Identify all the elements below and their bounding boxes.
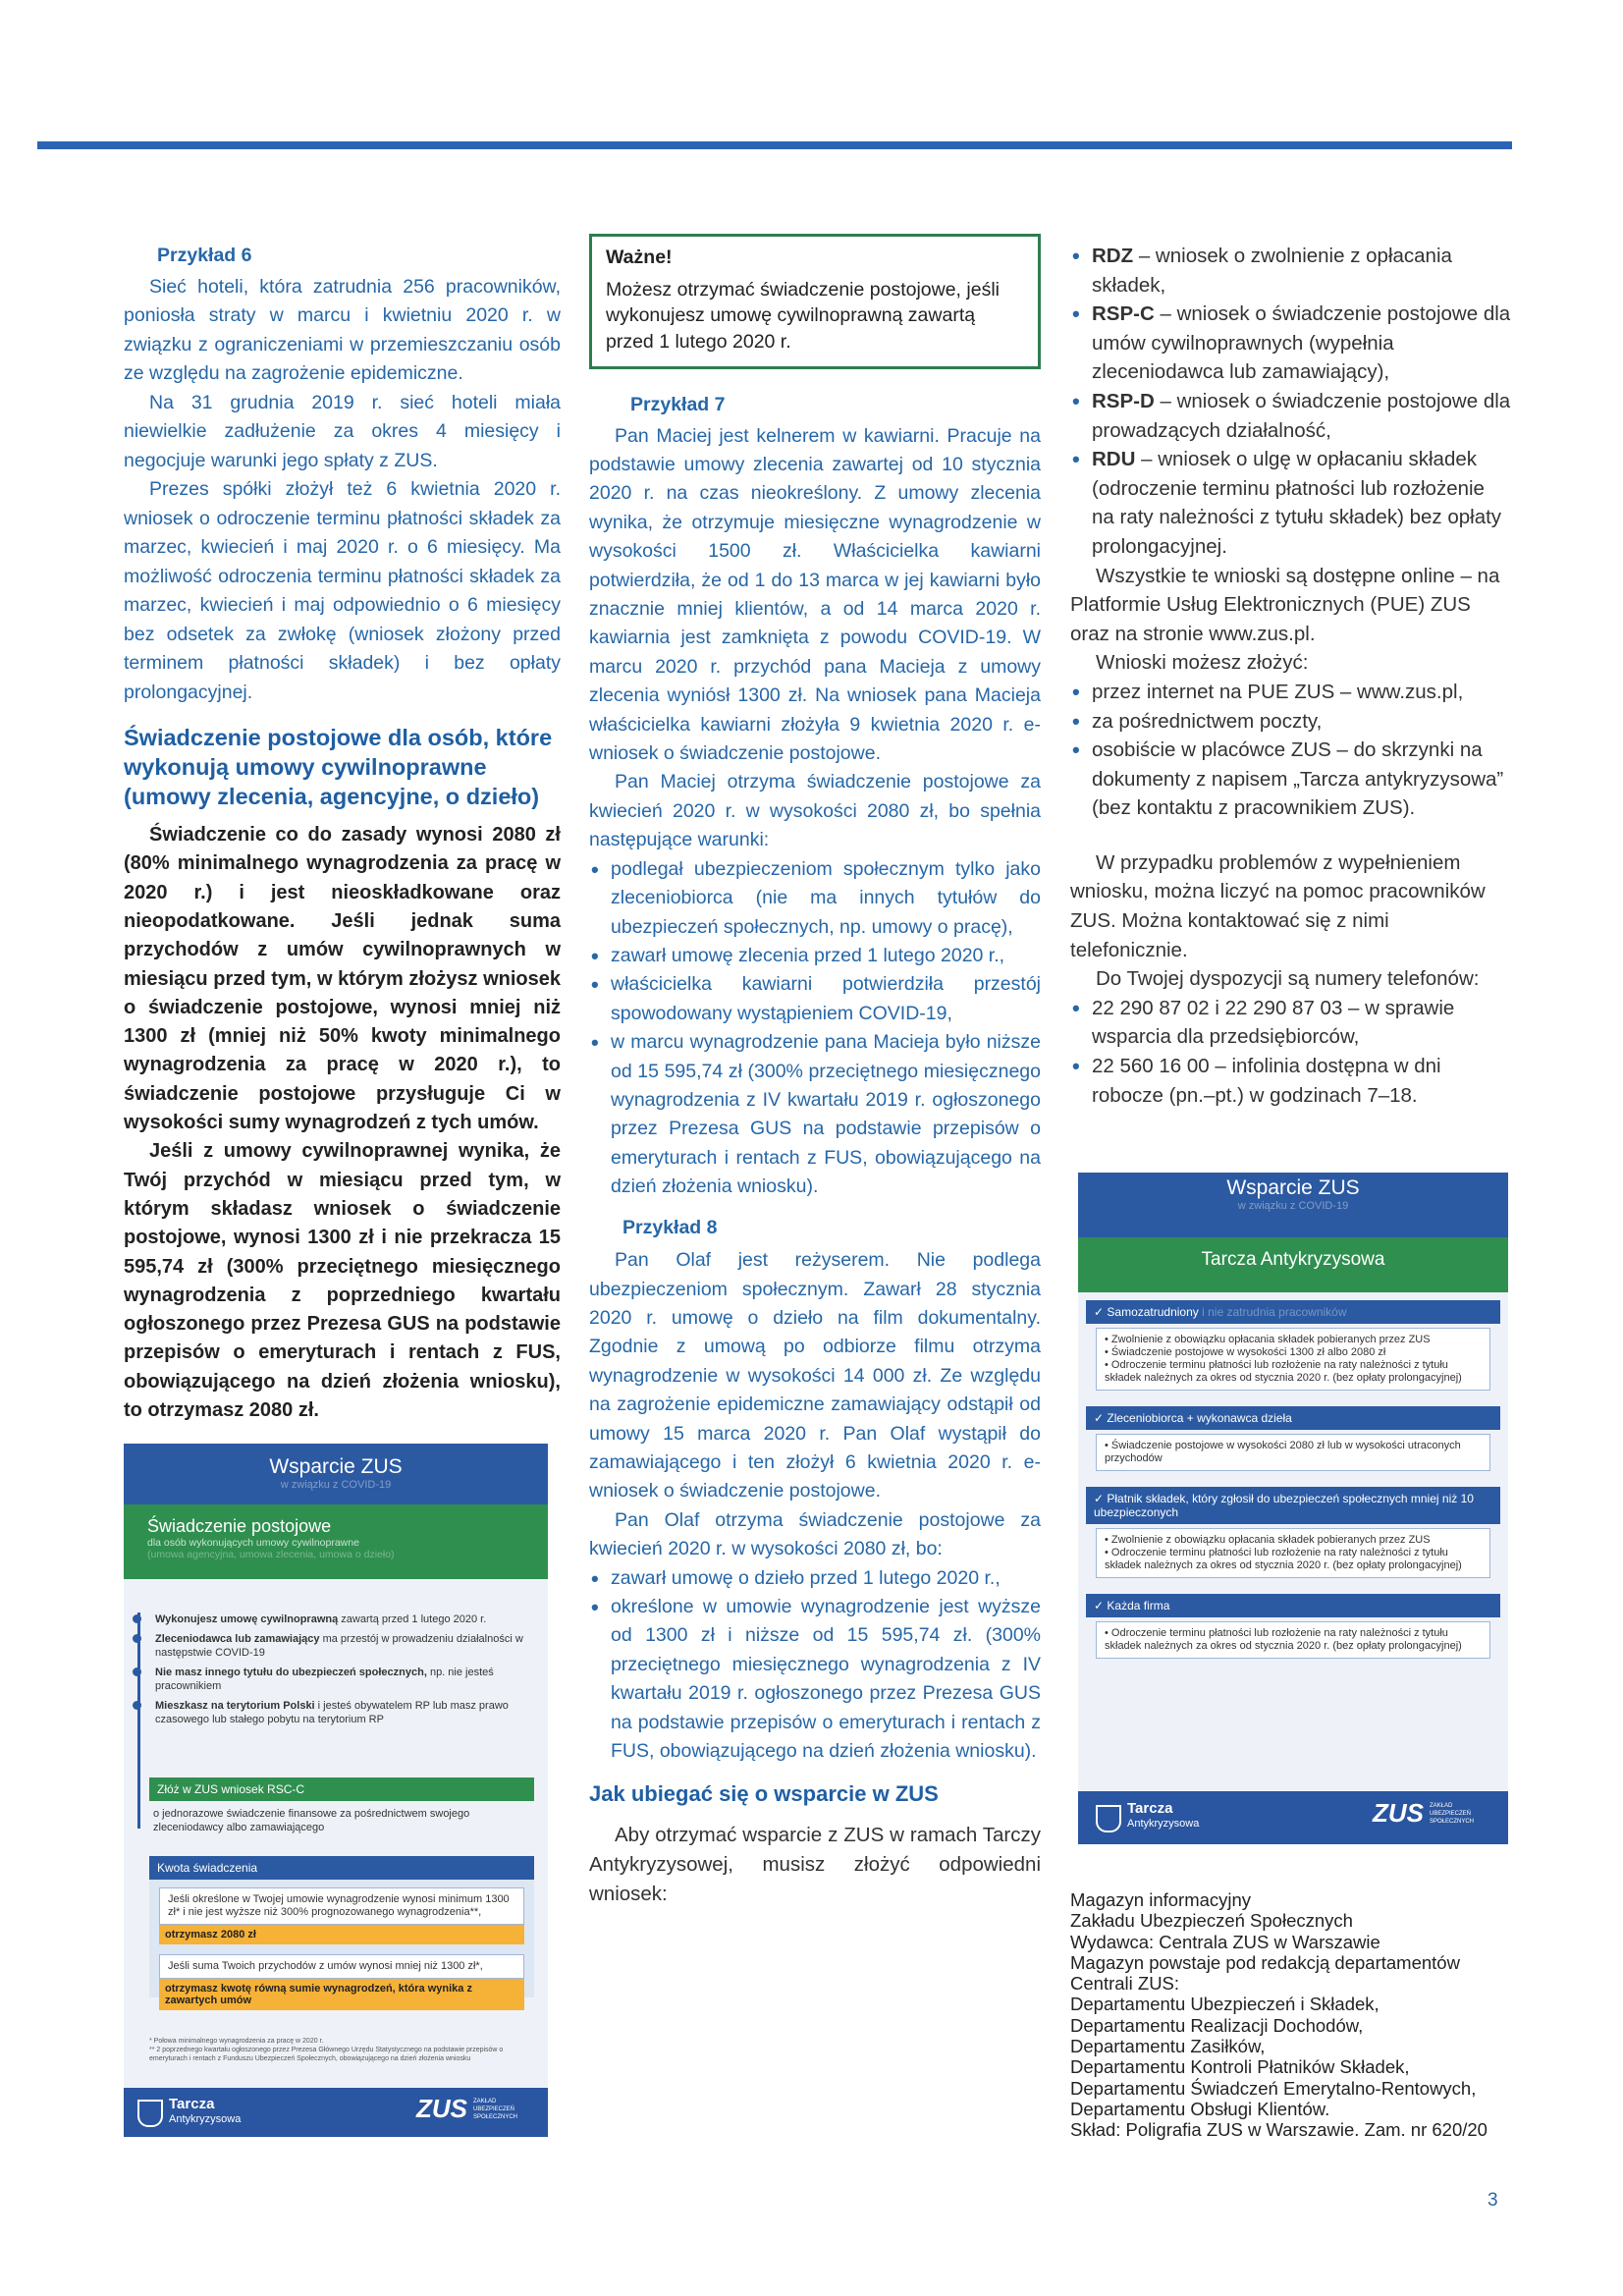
amount-case-2: Jeśli suma Twoich przychodów z umów wynosi mniej niż 1300 zł*, xyxy=(159,1954,524,1979)
infographic2-green-band: Tarcza Antykryzysowa xyxy=(1078,1237,1508,1292)
check-circle-icon: ✓ xyxy=(1094,1599,1108,1613)
infographic-green-title: Świadczenie postojowe xyxy=(147,1516,332,1536)
footnote-1: * Połowa minimalnego wynagrodzenia za pracę w 2020 r. xyxy=(149,2038,324,2045)
step-bold: Mieszkasz na terytorium Polski xyxy=(155,1700,315,1712)
form-code: RDU xyxy=(1092,448,1136,471)
form-text: o jednorazowe świadczenie finansowe za pośrednictwem swojego zleceniodawcy albo zamawiającego xyxy=(153,1808,470,1833)
support-item: • Odroczenie terminu płatności lub rozłożenie na raty należności z tytułu składek należnych za okres od stycznia 2020 r. (bez opłaty prolongacyjnej) xyxy=(1105,1627,1462,1652)
shield-icon xyxy=(137,2100,163,2127)
example-7-p2: Pan Maciej otrzyma świadczenie postojowe za kwiecień 2020 r. w wysokości 2080 zł, bo spełnia następujące warunki: xyxy=(589,771,1041,851)
support-group xyxy=(1086,1406,1500,1471)
column-middle xyxy=(589,242,1041,1908)
support-group-header xyxy=(1086,1406,1500,1430)
form-section xyxy=(149,1777,534,1840)
step-bold: Wykonujesz umowę cywilnoprawną xyxy=(155,1613,339,1625)
shield-icon xyxy=(1096,1805,1121,1832)
support-group xyxy=(1086,1594,1500,1659)
support-group xyxy=(1086,1300,1500,1391)
masthead-line: Centrali ZUS: xyxy=(1070,1973,1180,1995)
example-7-bullet: • właścicielka kawiarni potwierdziła przestój spowodowany wystąpieniem COVID-19, xyxy=(589,970,1041,1028)
zus-logo: ZUS xyxy=(1373,1798,1424,1828)
column-left xyxy=(124,242,561,1425)
phone-item: • 22 290 87 02 i 22 290 87 03 – w sprawie wsparcia dla przedsiębiorców, xyxy=(1070,994,1512,1052)
tarcza-logo-text: Tarcza xyxy=(169,2096,215,2112)
support-group-title: Każda firma xyxy=(1107,1599,1170,1613)
masthead-line: Departamentu Obsługi Klientów. xyxy=(1070,2098,1330,2119)
phones-list xyxy=(1070,994,1512,1110)
eligibility-step xyxy=(155,1699,528,1726)
masthead-line: Departamentu Realizacji Dochodów, xyxy=(1070,2014,1364,2036)
example-6-p1: Sieć hoteli, która zatrudnia 256 pracowników, poniosła straty w marcu i kwietniu 2020 r. w związku z ograniczeniami w przemieszczaniu osób ze względu na zagrożenie epidemiczne. xyxy=(124,275,561,385)
example-7-title: Przykład 7 xyxy=(630,394,726,415)
amount-case-1-result: otrzymasz 2080 zł xyxy=(159,1925,524,1944)
example-8-body xyxy=(589,1246,1041,1766)
column-right xyxy=(1070,242,1512,1110)
civil-contracts-p1: Świadczenie co do zasady wynosi 2080 zł (80% minimalnego wynagrodzenia za pracę w 2020 r.) i jest nieoskładkowane oraz nieopodatkowane. Jeśli jednak suma przychodów z umów cywilnoprawnych w miesiącu przed tym, w którym złożysz wniosek o świadczenie postojowe, wynosi mniej niż 1300 zł (mniej niż 50% kwoty minimalnego wynagrodzenia za pracę w 2020 r.), to świadczenie postojowe przysługuje Ci w wysokości sumy wynagrodzeń z tych umów. xyxy=(124,824,561,1134)
tarcza-logo-subtext: Antykryzysowa xyxy=(1127,1818,1200,1830)
masthead-line: Magazyn informacyjny xyxy=(1070,1889,1252,1910)
submission-way-item: • osobiście w placówce ZUS – do skrzynki na dokumenty z napisem „Tarcza antykryzysowa” (bez kontaktu z pracownikiem ZUS). xyxy=(1070,736,1512,823)
civil-contracts-body xyxy=(124,821,561,1425)
important-box xyxy=(589,234,1041,369)
support-item: • Odroczenie terminu płatności lub rozłożenie na raty należności z tytułu składek należnych za okres od stycznia 2020 r. (bez opłaty prolongacyjnej) xyxy=(1105,1359,1462,1384)
step-bold: Zleceniodawca lub zamawiający xyxy=(155,1633,320,1645)
masthead-line: Departamentu Zasiłków, xyxy=(1070,2036,1266,2057)
submission-way-item: • przez internet na PUE ZUS – www.zus.pl, xyxy=(1070,678,1512,707)
zus-logo-subtext: ZAKŁAD UBEZPIECZEŃ SPOŁECZNYCH xyxy=(473,2099,518,2120)
form-description: – wniosek o zwolnienie z opłacania składek, xyxy=(1092,245,1452,297)
masthead-line: Departamentu Ubezpieczeń i Składek, xyxy=(1070,1994,1380,2015)
check-circle-icon: ✓ xyxy=(1094,1305,1108,1319)
support-group-title: Płatnik składek, który zgłosił do ubezpieczeń społecznych mniej niż 10 ubezpieczonych xyxy=(1094,1492,1474,1519)
support-group-header xyxy=(1086,1487,1500,1524)
amount-section xyxy=(149,1856,534,2006)
support-group-header xyxy=(1086,1594,1500,1617)
amount-case-2-result: otrzymasz kwotę równą sumie wynagrodzeń, która wynika z zawartych umów xyxy=(159,1979,524,2010)
example-7-bullet: • w marcu wynagrodzenie pana Macieja było niższe od 15 595,74 zł (300% przeciętnego miesięcznego wynagrodzenia z IV kwartału 2019 r. ogłoszonego przez Prezesa GUS na podstawie przepisów o emeryturach i rentach z FUS, obowiązującego na dzień złożenia wniosku). xyxy=(589,1028,1041,1201)
check-circle-icon: ✓ xyxy=(1094,1492,1108,1505)
support-groups xyxy=(1086,1300,1500,1674)
example-7-conditions xyxy=(589,855,1041,1202)
support-group xyxy=(1086,1487,1500,1578)
example-8-p2: Pan Olaf otrzyma świadczenie postojowe za kwiecień 2020 r. w wysokości 2080 zł, bo: xyxy=(589,1508,1041,1560)
step-text: ma przestój w prowadzeniu działalności w następstwie COVID-19 xyxy=(155,1633,523,1659)
amount-case-1: Jeśli określone w Twojej umowie wynagrodzenie wynosi minimum 1300 zł* i nie jest wyższe niż 300% prognozowanego wynagrodzenia**, xyxy=(159,1887,524,1925)
example-8-bullet: • określone w umowie wynagrodzenie jest wyższe od 1300 zł i niższe od 15 595,74 zł. (300% przeciętnego miesięcznego wynagrodzenia z IV kwartału 2019 r. ogłoszonego przez Prezesa GUS na podstawie przepisów o emeryturach i rentach z FUS, obowiązującego na dzień złożenia wniosku). xyxy=(589,1593,1041,1766)
check-circle-icon: ✓ xyxy=(1094,1411,1108,1425)
infographic2-header xyxy=(1078,1173,1508,1237)
example-8-p1: Pan Olaf jest reżyserem. Nie podlega ubezpieczeniom społecznym. Zawarł 28 stycznia 2020 r. umowę o dzieło na film dokumentalny. Zgodnie z umową po odbiorze filmu otrzyma wynagrodzenie w wysokości 14 000 zł. Ze względu na zagrożenie epidemiczne zamawiający odstąpił od umowy 15 marca 2020 r. Pan Olaf wystąpił do zamawiającego i ten złożył 6 kwietnia 2020 r. e-wniosek o świadczenie postojowe. xyxy=(589,1249,1041,1503)
phone-item: • 22 560 16 00 – infolinia dostępna w dni robocze (pn.–pt.) w godzinach 7–18. xyxy=(1070,1052,1512,1110)
page-number: 3 xyxy=(1488,2190,1498,2211)
infographic2-header-subtitle: w związku z COVID-19 xyxy=(1237,1200,1349,1212)
infographic2-footer xyxy=(1078,1791,1508,1844)
infographic-header xyxy=(124,1444,548,1504)
masthead-line: Skład: Poligrafia ZUS w Warszawie. Zam. nr 620/20 xyxy=(1070,2119,1488,2141)
support-group-header xyxy=(1086,1300,1500,1324)
form-description: – wniosek o ulgę w opłacaniu składek (odroczenie terminu płatności lub rozłożenie na raty należności z tytułu składek) bez opłaty prolongacyjnej. xyxy=(1092,448,1502,558)
forms-availability: Wszystkie te wnioski są dostępne online – na Platformie Usług Elektronicznych (PUE) ZUS oraz na stronie www.zus.pl. xyxy=(1070,564,1500,645)
step-dot xyxy=(133,1667,141,1676)
eligibility-step xyxy=(155,1613,528,1626)
important-title: Ważne! xyxy=(606,246,673,268)
form-item xyxy=(1070,242,1512,300)
example-7-bullet: • zawarł umowę zlecenia przed 1 lutego 2020 r., xyxy=(589,942,1041,970)
masthead-line: Magazyn powstaje pod redakcją departamentów xyxy=(1070,1951,1460,1973)
support-item: • Zwolnienie z obowiązku opłacania składek pobieranych przez ZUS xyxy=(1105,1534,1431,1546)
step-bold: Nie masz innego tytułu do ubezpieczeń społecznych, xyxy=(155,1667,427,1678)
support-group-items xyxy=(1096,1328,1490,1391)
step-text: np. nie jesteś pracownikiem xyxy=(155,1667,494,1692)
submission-way-item: • za pośrednictwem poczty, xyxy=(1070,707,1512,737)
support-item: • Zwolnienie z obowiązku opłacania składek pobieranych przez ZUS xyxy=(1105,1334,1431,1345)
masthead-line: Departamentu Świadczeń Emerytalno-Rentowych, xyxy=(1070,2077,1477,2099)
help-text: W przypadku problemów z wypełnieniem wniosku, można liczyć na pomoc pracowników ZUS. Można kontaktować się z nimi telefonicznie. xyxy=(1070,850,1486,961)
eligibility-steps xyxy=(155,1613,528,1732)
example-7-p1: Pan Maciej jest kelnerem w kawiarni. Pracuje na podstawie umowy zlecenia zawartej od 10 stycznia 2020 r. na czas nieokreślony. Z umowy zlecenia wynika, że otrzymuje miesięczne wynagrodzenie w wysokości 1500 zł. Właścicielka kawiarni potwierdziła, że od 1 do 13 marca w jej kawiarni było znacznie mniej klientów, a od 14 marca 2020 r. kawiarnia jest zamknięta z powodu COVID-19. W marcu 2020 r. przychód pana Macieja z umowy zlecenia wyniósł 1300 zł. Na wniosek pana Macieja właścicielka kawiarni złożyła 9 kwietnia 2020 r. e-wniosek o świadczenie postojowe. xyxy=(589,424,1041,765)
infographic-green-subtitle-2: (umowa agencyjna, umowa zlecenia, umowa o dzieło) xyxy=(147,1549,395,1560)
tarcza-logo-subtext: Antykryzysowa xyxy=(169,2113,242,2125)
step-text: i jesteś obywatelem RP lub masz prawo czasowego lub stałego pobytu na terytorium RP xyxy=(155,1700,509,1725)
support-group-items xyxy=(1096,1621,1490,1659)
infographic-green-band xyxy=(124,1504,548,1579)
phones-intro: Do Twojej dyspozycji są numery telefonów: xyxy=(1096,967,1480,991)
masthead xyxy=(1070,1889,1512,2141)
tarcza-logo-text: Tarcza xyxy=(1127,1800,1173,1817)
how-to-apply-text: Aby otrzymać wsparcie z ZUS w ramach Tarczy Antykryzysowej, musisz złożyć odpowiedni wniosek: xyxy=(589,1824,1041,1905)
infographic2-header-title: Wsparcie ZUS xyxy=(1226,1176,1360,1199)
masthead-line: Departamentu Kontroli Płatników Składek, xyxy=(1070,2056,1410,2078)
infographic-footer xyxy=(124,2088,548,2137)
example-8-bullet: • zawarł umowę o dzieło przed 1 lutego 2020 r., xyxy=(589,1564,1041,1593)
form-code: RDZ xyxy=(1092,245,1134,267)
amount-bar: Kwota świadczenia xyxy=(149,1856,534,1880)
support-group-items xyxy=(1096,1528,1490,1578)
infographic-green-subtitle: dla osób wykonujących umowy cywilnoprawne xyxy=(147,1537,359,1549)
example-7-bullet: • podlegał ubezpieczeniom społecznym tylko jako zleceniobiorca (nie ma innych tytułów do ubezpieczeń społecznych, np. umowy o pracę), xyxy=(589,855,1041,942)
support-group-items xyxy=(1096,1434,1490,1471)
form-description: – wniosek o świadczenie postojowe dla prowadzących działalność, xyxy=(1092,389,1511,442)
timeline-line xyxy=(137,1613,140,1829)
support-item: • Świadczenie postojowe w wysokości 2080 zł lub w wysokości utraconych przychodów xyxy=(1105,1440,1461,1464)
forms-list xyxy=(1070,242,1512,562)
example-7-body xyxy=(589,422,1041,1202)
support-group-subtitle: i nie zatrudnia pracowników xyxy=(1198,1305,1347,1319)
masthead-line: Zakładu Ubezpieczeń Społecznych xyxy=(1070,1910,1353,1932)
infographic-tarcza xyxy=(1078,1173,1508,1844)
infographic-footnotes xyxy=(149,2037,522,2063)
step-dot xyxy=(133,1614,141,1623)
eligibility-step xyxy=(155,1666,528,1693)
example-8-conditions xyxy=(589,1564,1041,1767)
example-6-p2: Na 31 grudnia 2019 r. sieć hoteli miała niewielkie zadłużenie za okres 4 miesięcy i negocjuje warunki jego spłaty z ZUS. xyxy=(124,391,561,471)
eligibility-step xyxy=(155,1632,528,1660)
support-item: • Odroczenie terminu płatności lub rozłożenie na raty należności z tytułu składek należnych za okres od stycznia 2020 r. (bez opłaty prolongacyjnej) xyxy=(1105,1547,1462,1571)
support-group-title: Samozatrudniony xyxy=(1107,1305,1199,1319)
zus-logo-subtext: ZAKŁAD UBEZPIECZEŃ SPOŁECZNYCH xyxy=(1430,1803,1475,1825)
civil-contracts-p2: Jeśli z umowy cywilnoprawnej wynika, że Twój przychód w miesiącu przed tym, w którym składasz wniosek o świadczenie postojowe, wynosi 1300 zł i nie przekracza 15 595,74 zł (300% przeciętnego miesięcznego wynagrodzenia z poprzedniego kwartału ogłoszonego przez Prezesa GUS na podstawie przepisów o emeryturach i rentach z FUS, obowiązującego na dzień złożenia wniosku), to otrzymasz 2080 zł. xyxy=(124,1140,561,1422)
example-6-p3: Prezes spółki złożył też 6 kwietnia 2020 r. wniosek o odroczenie terminu płatności składek za marzec, kwiecień i maj 2020 r. o 6 miesięcy. Ma możliwość odroczenia terminu płatności składek za marzec, kwiecień i maj odpowiednio o 6 miesięcy bez odsetek za zwłokę (wniosek złożony przed terminem płatności składek) i bez opłaty prolongacyjnej. xyxy=(124,478,561,703)
important-text: Możesz otrzymać świadczenie postojowe, jeśli wykonujesz umowę cywilnoprawną zawartą przed 1 lutego 2020 r. xyxy=(606,278,1000,353)
step-dot xyxy=(133,1701,141,1710)
form-description: – wniosek o świadczenie postojowe dla umów cywilnoprawnych (wypełnia zleceniodawca lub zamawiający), xyxy=(1092,302,1511,384)
form-item xyxy=(1070,445,1512,561)
form-item xyxy=(1070,300,1512,387)
form-bar: Złóż w ZUS wniosek RSC-C xyxy=(149,1777,534,1801)
infographic-header-subtitle: w związku z COVID-19 xyxy=(280,1479,392,1491)
section-title-how-to-apply: Jak ubiegać się o wsparcie w ZUS xyxy=(589,1781,939,1807)
section-title-civil-contracts: Świadczenie postojowe dla osób, które wykonują umowy cywilnoprawne (umowy zlecenia, agencyjne, o dzieło) xyxy=(124,725,553,810)
form-code: RSP-C xyxy=(1092,302,1155,326)
form-code: RSP-D xyxy=(1092,389,1155,412)
support-group-title: Zleceniobiorca + wykonawca dzieła xyxy=(1107,1411,1292,1425)
zus-logo: ZUS xyxy=(416,2094,467,2123)
masthead-line: Wydawca: Centrala ZUS w Warszawie xyxy=(1070,1931,1380,1952)
top-rule xyxy=(37,141,1512,149)
example-8-title: Przykład 8 xyxy=(622,1216,718,1238)
infographic-postojowe xyxy=(124,1444,548,2137)
submission-ways-list xyxy=(1070,678,1512,823)
example-6-body xyxy=(124,273,561,708)
infographic-header-title: Wsparcie ZUS xyxy=(269,1455,403,1478)
form-item xyxy=(1070,387,1512,445)
step-dot xyxy=(133,1634,141,1643)
footnote-2: ** 2 poprzednego kwartału ogłoszonego przez Prezesa Głównego Urzędu Statystycznego na podstawie przepisów o emeryturach i rentach z Funduszu Ubezpieczeń Społecznych, obowiązującego na dzień złożenia wniosku xyxy=(149,2047,504,2062)
forms-submit-intro: Wnioski możesz złożyć: xyxy=(1096,651,1309,675)
support-item: • Świadczenie postojowe w wysokości 1300 zł albo 2080 zł xyxy=(1105,1346,1386,1358)
step-text: zawartą przed 1 lutego 2020 r. xyxy=(338,1613,487,1625)
example-6-title: Przykład 6 xyxy=(157,245,252,266)
